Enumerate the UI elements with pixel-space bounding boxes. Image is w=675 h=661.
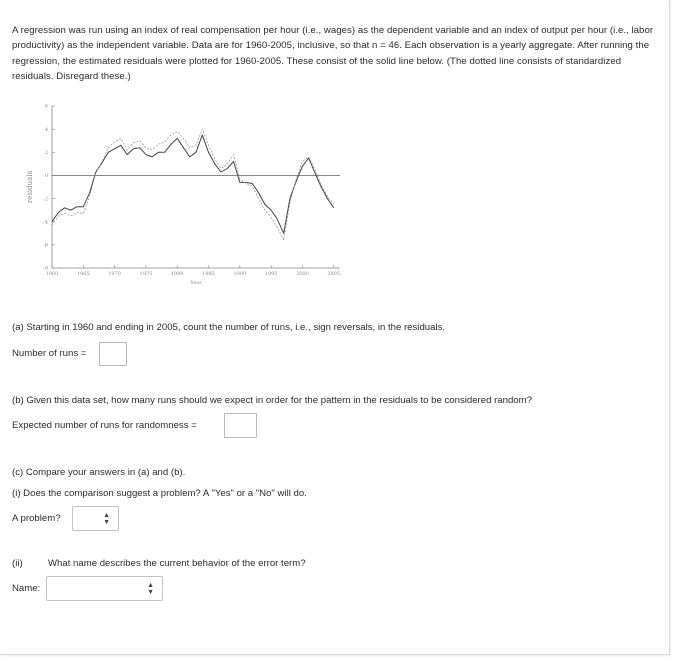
- x-axis-label: Year: [190, 280, 202, 286]
- part-b-question: (b) Given this data set, how many runs should we expect in order for the pattern in the residuals to be considered random?: [12, 395, 532, 406]
- problem-select[interactable]: [72, 506, 119, 531]
- part-c-ii-marker: (ii): [12, 558, 23, 569]
- problem-statement: A regression was run using an index of real compensation per hour (i.e., wages) as the dependent variable and an index of output per hour (i.e., labor productivity) as the independent variable. Data are for 1960-2005, inclusive, so that n = 46. Each observation is a yearly aggregate. After running the regression, the estimated residuals were plotted for 1960-2005. These consist of the solid line below. (The dotted line consists of standardized residuals. Disregard these.): [12, 25, 654, 83]
- expected-runs-input[interactable]: [224, 413, 257, 438]
- number-of-runs-input[interactable]: [99, 342, 127, 366]
- residuals-line: [52, 135, 334, 233]
- y-tick-label: 4: [44, 126, 48, 133]
- name-select[interactable]: [46, 576, 163, 601]
- part-c-i-question: (i) Does the comparison suggest a problem? A "Yes" or a "No" will do.: [12, 488, 307, 499]
- x-tick-label: 1970: [108, 271, 121, 277]
- problem-label: A problem?: [12, 513, 61, 524]
- x-tick-label: 1990: [233, 271, 247, 277]
- y-tick-label: 6: [44, 103, 48, 110]
- x-tick-label: 1965: [76, 271, 90, 277]
- y-tick-label: 2: [44, 149, 48, 156]
- updown-arrow-icon: ▲ ▼: [103, 511, 110, 526]
- y-tick-label: -2: [43, 196, 48, 203]
- number-of-runs-label: Number of runs =: [12, 348, 87, 359]
- x-tick-label: 1975: [139, 271, 153, 277]
- name-label: Name:: [12, 583, 41, 594]
- standardized-residuals-line: [52, 129, 334, 240]
- x-tick-label: 1980: [170, 271, 184, 277]
- x-tick-label: 2005: [327, 271, 341, 277]
- y-tick-label: -4: [43, 219, 48, 226]
- x-tick-label: 1960: [45, 271, 59, 277]
- part-c-ii-question: What name describes the current behavior of the error term?: [48, 558, 306, 569]
- y-axis-label: residuals: [26, 170, 34, 204]
- y-tick-label: -6: [43, 242, 48, 249]
- part-a-question: (a) Starting in 1960 and ending in 2005, count the number of runs, i.e., sign reversals, in the residuals.: [12, 322, 446, 333]
- residuals-chart: [22, 98, 347, 294]
- expected-runs-label: Expected number of runs for randomness =: [12, 420, 197, 431]
- part-c-question: (c) Compare your answers in (a) and (b).: [12, 467, 186, 478]
- x-tick-label: 1985: [202, 271, 215, 277]
- x-tick-label: 2000: [296, 271, 309, 277]
- x-tick-label: 1995: [264, 271, 278, 277]
- updown-arrow-icon: ▲ ▼: [147, 581, 154, 596]
- y-tick-label: 0: [44, 173, 48, 180]
- y-tick-label: -8: [43, 265, 48, 272]
